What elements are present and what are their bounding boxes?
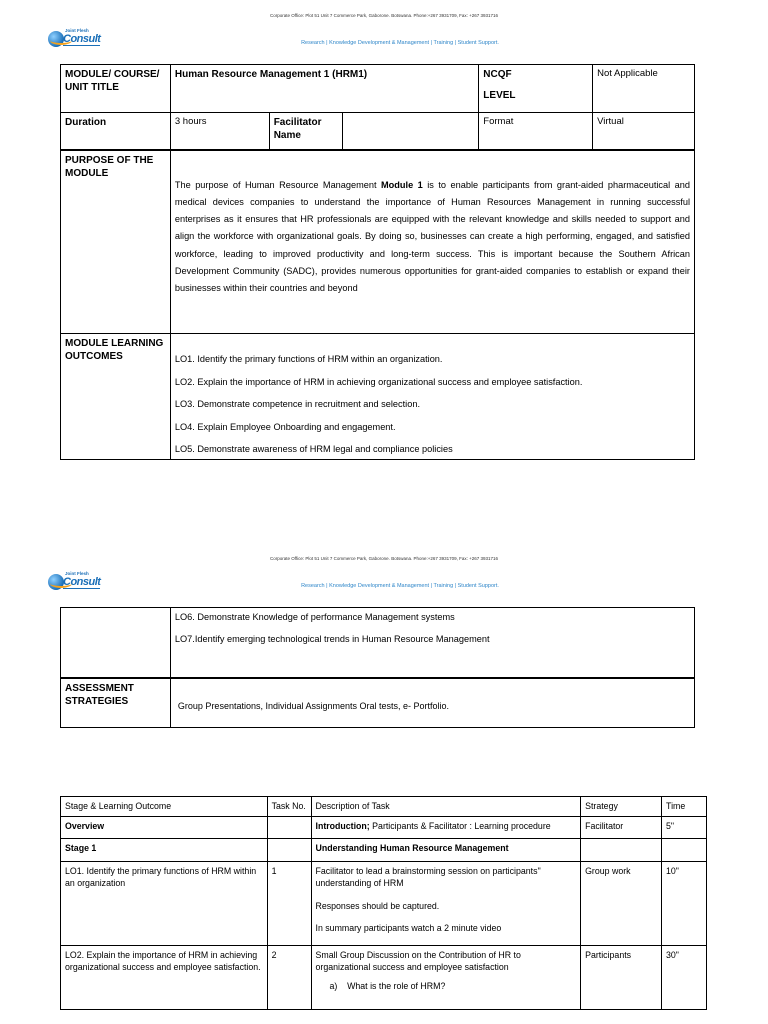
company-logo-2 [48, 571, 101, 593]
desc-question: a) What is the role of HRM? [329, 980, 446, 991]
outcome-item: LO5. Demonstrate awareness of HRM legal and compliance policies [174, 444, 453, 454]
outcome-item: LO2. Explain the importance of HRM in achieving organizational success and employee satisfaction. [174, 376, 583, 387]
outcomes-list-cont [170, 608, 694, 678]
strategy-cell: Facilitator [581, 816, 662, 838]
table-row [61, 838, 707, 861]
desc-line: Small Group Discussion on the Contribution of HR to organizational success and employee satisfaction [315, 949, 521, 972]
module-title-label: MODULE/ COURSE/ UNIT TITLE [61, 65, 171, 113]
logo-line1: Joint Flesh [65, 571, 89, 576]
time-cell: 5" [662, 816, 707, 838]
col-strategy: Strategy [581, 797, 662, 817]
description-cell [311, 945, 581, 1009]
desc-rest: Participants & Facilitator : Learning procedure [369, 820, 551, 831]
ncqf-level-label [479, 65, 593, 113]
task-cell: 2 [267, 945, 311, 1009]
format-value: Virtual [593, 113, 695, 150]
table-header-row [61, 797, 707, 817]
stage-cell: Stage 1 [61, 838, 268, 861]
desc-bold: Introduction; [315, 820, 370, 831]
desc-line: Facilitator to lead a brainstorming session on participants'' understanding of HRM [315, 865, 541, 888]
module-info-table [60, 64, 695, 460]
header-address-2: Corporate Office: Plot 51 Unit 7 Commerce Park, Gaborone. Botswana. Phone:+267 3931709, Fax: +267 3931716 [269, 556, 499, 561]
ncqf-value: Not Applicable [593, 65, 695, 113]
outcome-item: LO4. Explain Employee Onboarding and engagement. [174, 421, 396, 432]
stage-cell: Overview [61, 816, 268, 838]
purpose-bold: Module 1 [381, 179, 423, 190]
col-description: Description of Task [311, 797, 581, 817]
strategy-cell: Group work [581, 861, 662, 945]
format-label: Format [479, 113, 593, 150]
assessment-value: Group Presentations, Individual Assignments Oral tests, e- Portfolio. [170, 678, 694, 728]
module-title-value: Human Resource Management 1 (HRM1) [170, 65, 478, 113]
time-cell: 10" [662, 861, 707, 945]
task-cell [267, 816, 311, 838]
level-label: LEVEL [483, 90, 516, 101]
table-row [61, 861, 707, 945]
facilitator-label: Facilitator Name [269, 113, 342, 150]
logo-line2: Consult [63, 576, 101, 588]
purpose-part1: The purpose of Human Resource Management [174, 179, 382, 190]
time-cell: 30" [662, 945, 707, 1009]
outcome-item: LO1. Identify the primary functions of HRM within an organization. [174, 354, 443, 364]
stage-cell: LO2. Explain the importance of HRM in achieving organizational success and employee satisfaction. [61, 945, 268, 1009]
header-tagline-2: Research | Knowledge Development & Management | Training | Student Support. [301, 583, 499, 589]
outcomes-label-cont [61, 608, 171, 678]
task-cell: 1 [267, 861, 311, 945]
duration-label: Duration [61, 113, 171, 150]
description-cell: Understanding Human Resource Management [311, 838, 581, 861]
header-address: Corporate Office: Plot 51 Unit 7 Commerce Park, Gaborone. Botswana. Phone:+267 3931709, Fax: +267 3931716 [269, 13, 499, 18]
outcome-item: LO6. Demonstrate Knowledge of performance Management systems [174, 612, 455, 622]
desc-line: In summary participants watch a 2 minute video [315, 923, 502, 933]
task-cell [267, 838, 311, 861]
logo-line2: Consult [63, 33, 101, 45]
description-cell [311, 816, 581, 838]
col-time: Time [662, 797, 707, 817]
purpose-text [170, 150, 694, 334]
desc-line: Responses should be captured. [315, 900, 440, 911]
col-stage: Stage & Learning Outcome [61, 797, 268, 817]
description-cell [311, 861, 581, 945]
purpose-part2: is to enable participants from grant-aided pharmaceutical and medical devices companies to understand the importance of Human Resources Management in running successful enterprises as it ensures that HR professionals are equipped with the relevant knowledge and skills needed to support and align the workforce with organizational goals. By doing so, businesses can create a high performing, engaged, and satisfied workforce, leading to improved productivity and long-term success. This is important because the Southern African Development Community (SADC), provides numerous opportunities for grant-aided companies to establish or expand their businesses within their countries and beyond [174, 179, 690, 294]
module-info-table-cont [60, 607, 695, 728]
logo-line1: Joint Flesh [65, 28, 89, 33]
col-task: Task No. [267, 797, 311, 817]
table-row [61, 945, 707, 1009]
duration-value: 3 hours [170, 113, 269, 150]
ncqf-label: NCQF [483, 69, 512, 80]
strategy-cell: Participants [581, 945, 662, 1009]
stage-cell: LO1. Identify the primary functions of HRM within an organization [61, 861, 268, 945]
outcome-item: LO7.Identify emerging technological trends in Human Resource Management [174, 634, 490, 644]
assessment-label: ASSESSMENT STRATEGIES [61, 678, 171, 728]
company-logo [48, 28, 101, 50]
time-cell [662, 838, 707, 861]
purpose-label: PURPOSE OF THE MODULE [61, 150, 171, 334]
lesson-plan-table [60, 796, 707, 1010]
header-tagline: Research | Knowledge Development & Management | Training | Student Support. [301, 40, 499, 46]
outcomes-list [170, 334, 694, 460]
table-row [61, 816, 707, 838]
facilitator-value [342, 113, 479, 150]
outcome-item: LO3. Demonstrate competence in recruitment and selection. [174, 399, 420, 409]
outcomes-label: MODULE LEARNING OUTCOMES [61, 334, 171, 460]
strategy-cell [581, 838, 662, 861]
